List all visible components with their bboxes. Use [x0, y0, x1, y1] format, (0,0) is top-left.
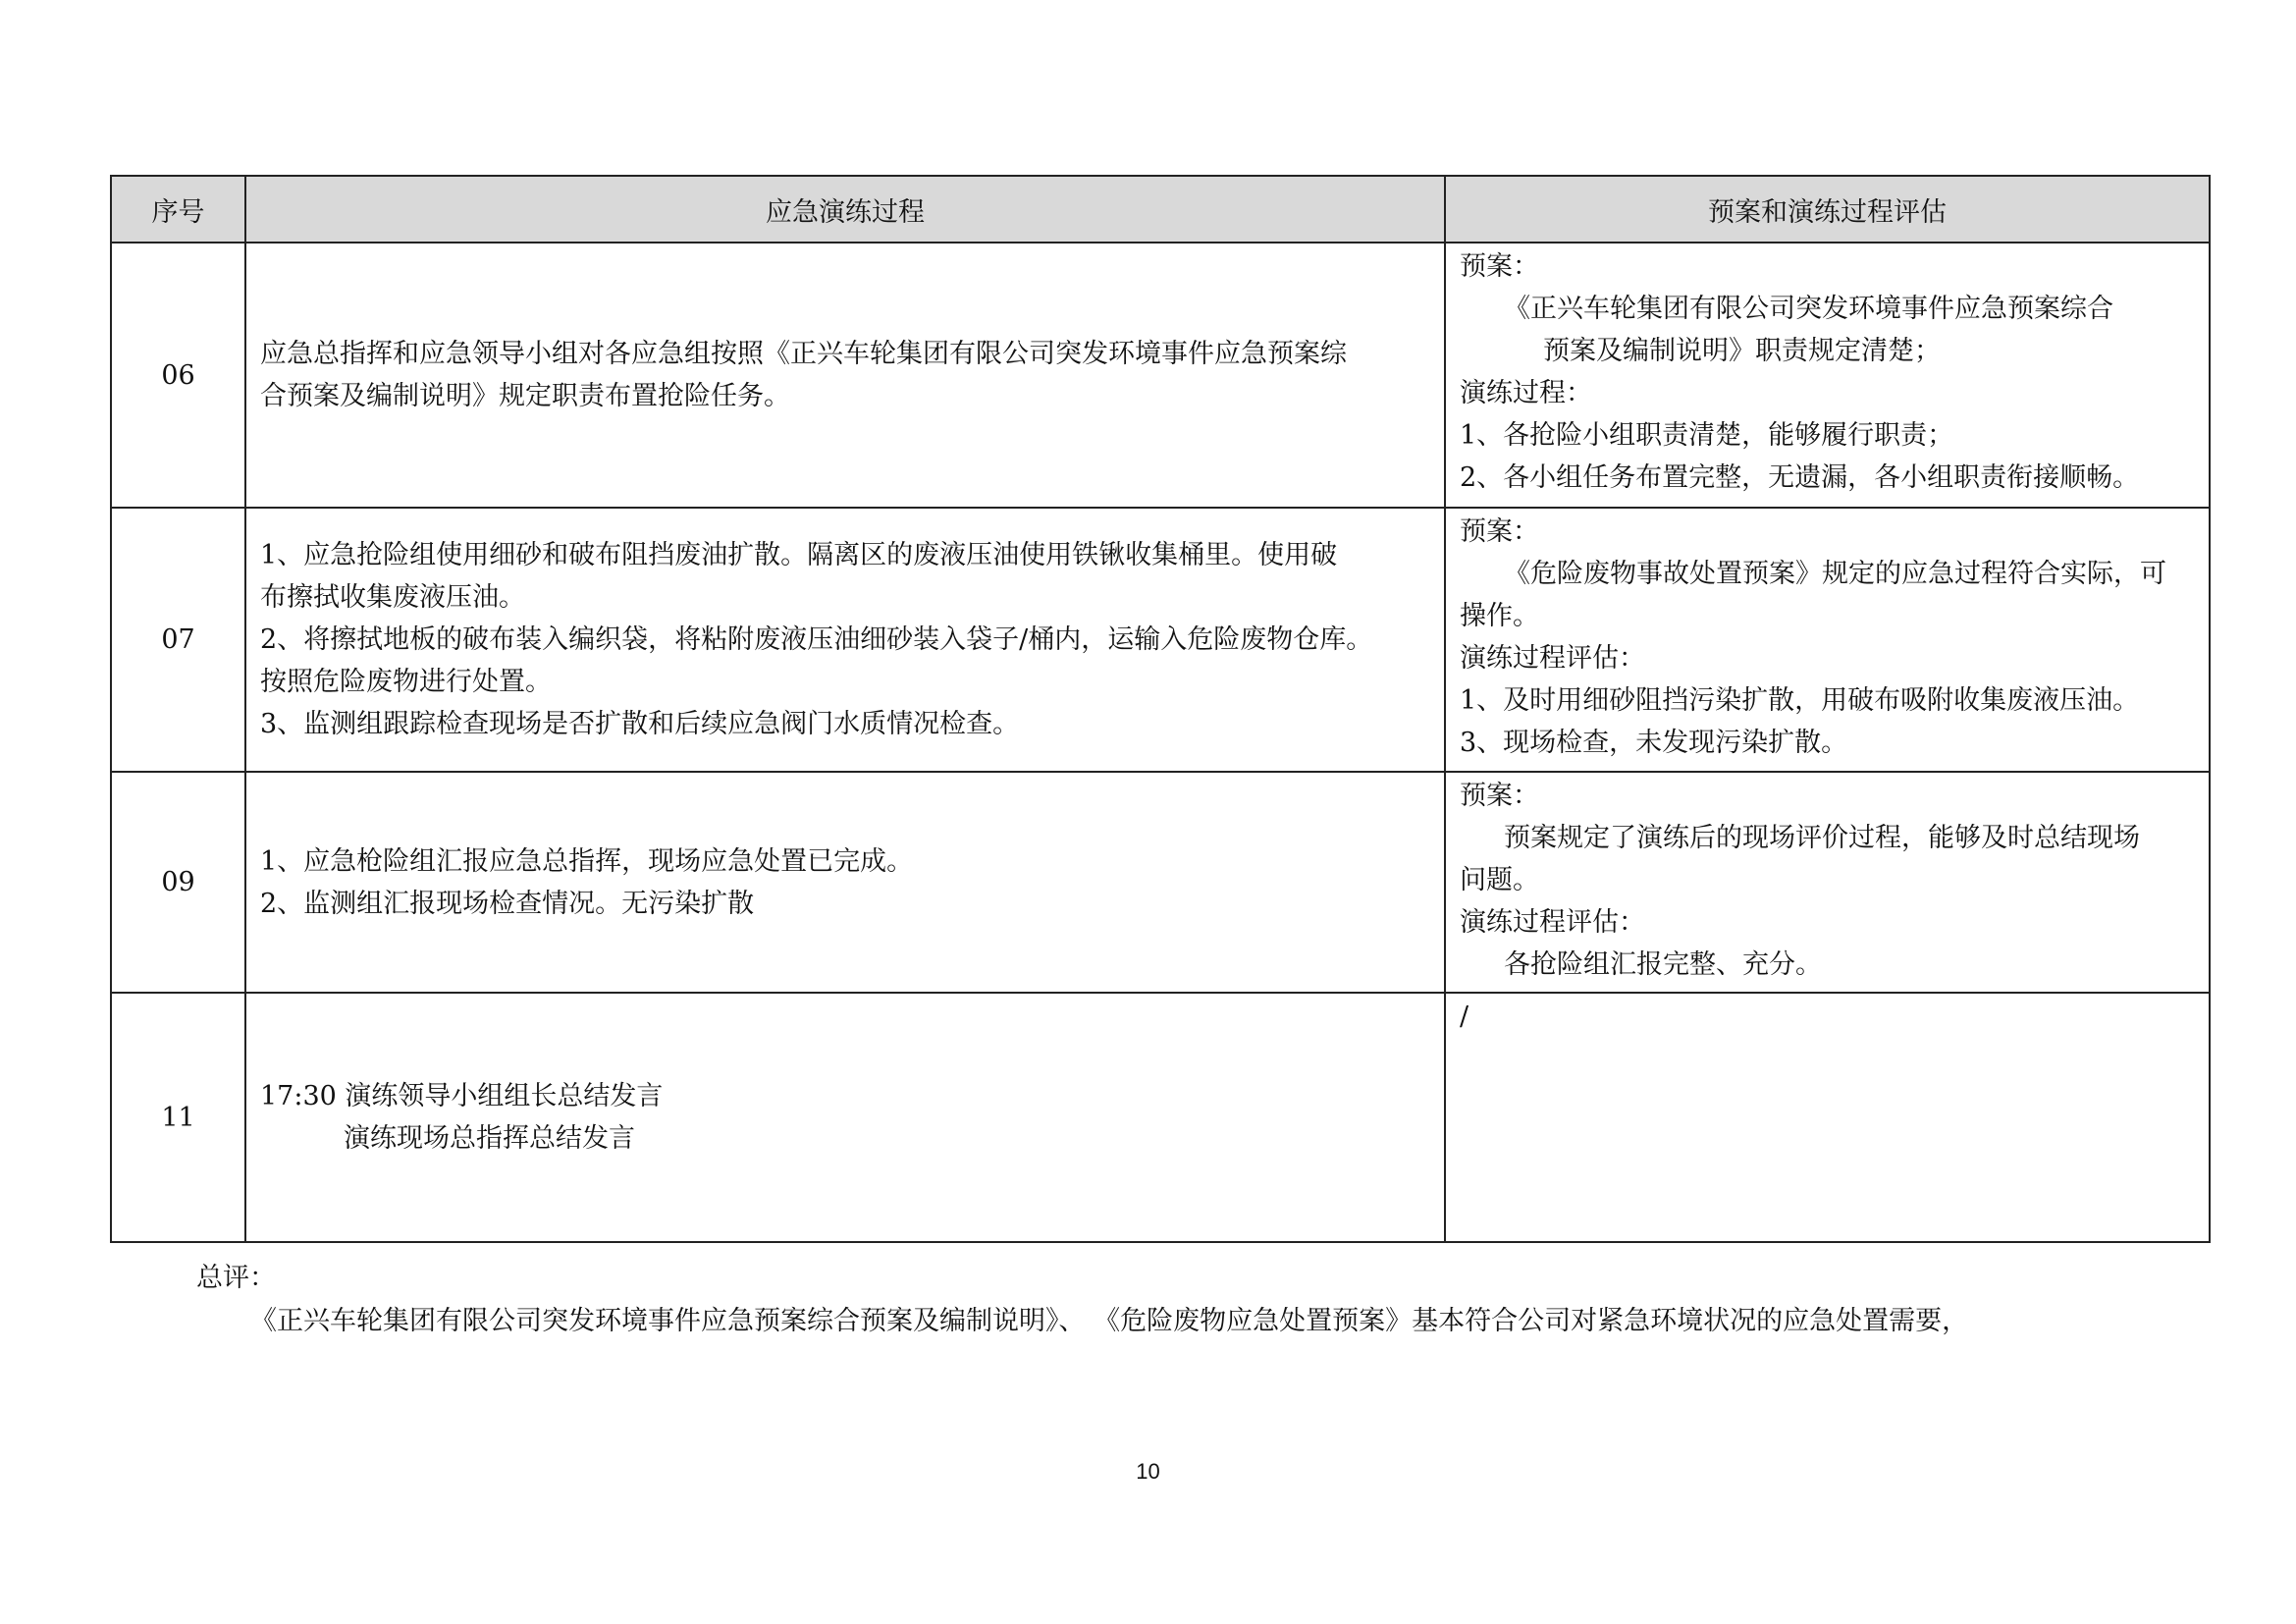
process-line: 17:30 演练领导小组组长总结发言	[260, 1081, 664, 1111]
row-process	[245, 993, 1445, 1242]
table-row	[111, 993, 2210, 1242]
evaluation-line: 演练过程评估：	[1460, 643, 1645, 674]
table-row	[111, 508, 2210, 772]
table-header-row	[111, 176, 2210, 243]
row-process	[245, 772, 1445, 993]
evaluation-line: 演练过程：	[1460, 378, 1592, 408]
process-line: 2、监测组汇报现场检查情况。无污染扩散	[260, 888, 755, 919]
evaluation-line: 预案及编制说明》职责规定清楚；	[1543, 336, 1941, 366]
process-line: 演练现场总指挥总结发言	[344, 1123, 635, 1154]
summary-section	[196, 1257, 2160, 1343]
evaluation-line: 2、各小组任务布置完整，无遗漏，各小组职责衔接顺畅。	[1460, 462, 2140, 493]
evaluation-line: 《正兴车轮集团有限公司突发环境事件应急预案综合	[1504, 294, 2113, 324]
drill-evaluation-table	[110, 175, 2211, 1243]
process-line: 按照危险废物进行处置。	[260, 667, 552, 697]
process-line: 1、应急枪险组汇报应急总指挥，现场应急处置已完成。	[260, 845, 914, 877]
process-line: 3、监测组跟踪检查现场是否扩散和后续应急阀门水质情况检查。	[260, 709, 1020, 739]
row-evaluation	[1445, 243, 2210, 508]
page-number: 10	[1136, 1459, 1160, 1484]
evaluation-line: 操作。	[1460, 601, 1539, 631]
evaluation-line: 问题。	[1460, 865, 1539, 895]
row-seq: 06	[111, 243, 245, 508]
process-line: 合预案及编制说明》规定职责布置抢险任务。	[260, 381, 790, 411]
evaluation-line: 《危险废物事故处置预案》规定的应急过程符合实际，可	[1504, 559, 2166, 589]
summary-label: 总评：	[196, 1263, 276, 1293]
header-process: 应急演练过程	[245, 176, 1445, 243]
evaluation-line: /	[1460, 1001, 1469, 1032]
row-process	[245, 508, 1445, 772]
evaluation-line: 1、各抢险小组职责清楚，能够履行职责；	[1460, 420, 1954, 451]
evaluation-line: 1、及时用细砂阻挡污染扩散，用破布吸附收集废液压油。	[1460, 685, 2140, 716]
row-evaluation	[1445, 508, 2210, 772]
row-seq: 07	[111, 508, 245, 772]
process-line: 布擦拭收集废液压油。	[260, 582, 525, 613]
process-line: 2、将擦拭地板的破布装入编织袋，将粘附废液压油细砂装入袋子/桶内，运输入危险废物仓库。	[260, 624, 1373, 655]
evaluation-line: 各抢险组汇报完整、充分。	[1504, 949, 1822, 980]
summary-text: 《正兴车轮集团有限公司突发环境事件应急预案综合预案及编制说明》、 《危险废物应急处置预案》基本符合公司对紧急环境状况的应急处置需要，	[250, 1306, 1969, 1336]
header-seq: 序号	[111, 176, 245, 243]
row-evaluation	[1445, 772, 2210, 993]
evaluation-line: 预案：	[1460, 781, 1539, 811]
row-evaluation	[1445, 993, 2210, 1242]
evaluation-line: 预案：	[1460, 516, 1539, 547]
header-evaluation: 预案和演练过程评估	[1445, 176, 2210, 243]
row-seq: 11	[111, 993, 245, 1242]
process-line: 1、应急抢险组使用细砂和破布阻挡废油扩散。隔离区的废液压油使用铁锹收集桶里。使用破	[260, 540, 1338, 570]
row-seq: 09	[111, 772, 245, 993]
evaluation-line: 预案：	[1460, 251, 1539, 282]
table-row	[111, 243, 2210, 508]
process-line: 应急总指挥和应急领导小组对各应急组按照《正兴车轮集团有限公司突发环境事件应急预案综	[260, 339, 1347, 369]
row-process	[245, 243, 1445, 508]
evaluation-line: 预案规定了演练后的现场评价过程，能够及时总结现场	[1504, 823, 2140, 853]
table-row	[111, 772, 2210, 993]
evaluation-line: 3、现场检查，未发现污染扩散。	[1460, 728, 1848, 758]
evaluation-line: 演练过程评估：	[1460, 907, 1645, 938]
